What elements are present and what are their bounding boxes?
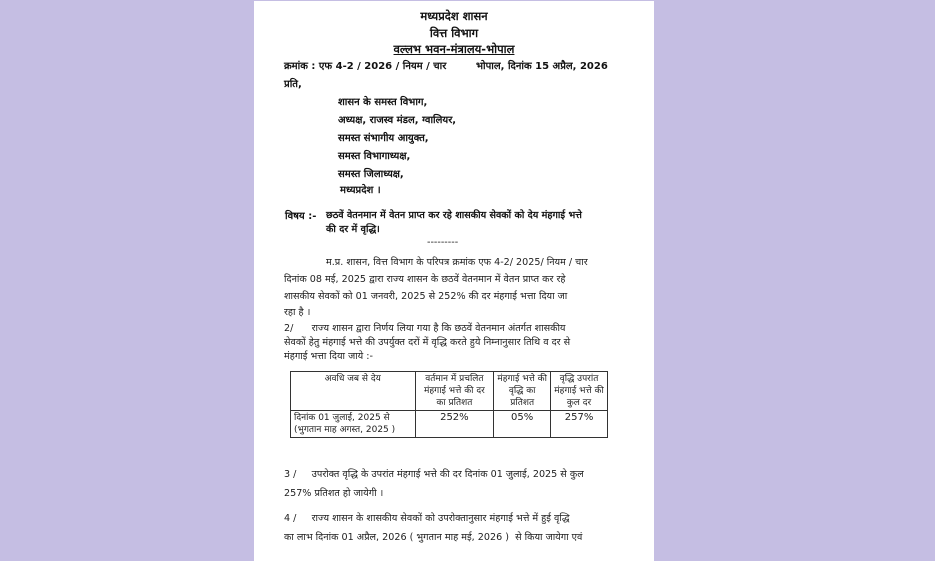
dearness-allowance-table — [290, 371, 608, 438]
document-page — [254, 1, 654, 561]
period-payment-month: (भुगतान माह अगस्त, 2025 ) — [294, 425, 396, 435]
paragraph-1-line: रहा है । — [284, 307, 311, 318]
paragraph-1-line: दिनांक 08 मई, 2025 द्वारा राज्य शासन के छठवें वेतनमान में वेतन प्राप्त कर रहे — [284, 274, 566, 285]
period-date: दिनांक 01 जुलाई, 2025 से — [294, 413, 390, 423]
place-date: भोपाल, दिनांक 15 अप्रैल, 2026 — [476, 61, 608, 72]
col-header-current-rate: वर्तमान में प्रचलित मंहगाई भत्ते की दर का प्रतिशत — [415, 372, 494, 411]
reference-number: क्रमांक : एफ 4-2 / 2026 / नियम / चार — [284, 61, 447, 72]
header-state: मध्यप्रदेश शासन — [420, 9, 488, 23]
recipient: अध्यक्ष, राजस्व मंडल, ग्वालियर, — [338, 115, 457, 126]
paragraph-1-line: म.प्र. शासन, वित्त विभाग के परिपत्र क्रमांक एफ 4-2/ 2025/ नियम / चार — [326, 257, 588, 268]
subject-label: विषय :- — [285, 211, 317, 222]
paragraph-1-line: शासकीय सेवकों को 01 जनवरी, 2025 से 252% की दर मंहगाई भत्ता दिया जा — [284, 291, 568, 302]
cell-total-rate: 257% — [551, 411, 608, 438]
paragraph-4-line: का लाभ दिनांक 01 अप्रैल, 2026 ( भुगतान माह मई, 2026 ) से किया जायेगा एवं — [284, 532, 583, 543]
col-header-increase: मंहगाई भत्ते की वृद्धि का प्रतिशत — [494, 372, 551, 411]
recipient: समस्त विभागाध्यक्ष, — [338, 151, 411, 162]
cell-increase: 05% — [494, 411, 551, 438]
separator: --------- — [427, 237, 459, 248]
header-department: वित्त विभाग — [429, 26, 479, 40]
paragraph-2-line: सेवकों हेतु मंहगाई भत्ते की उपर्युक्त दरों में वृद्धि करते हुये निम्नानुसार तिथि व दर से — [284, 337, 571, 348]
recipient: शासन के समस्त विभाग, — [338, 97, 428, 108]
subject-line: की दर में वृद्धि। — [326, 224, 380, 235]
header-address: वल्लभ भवन-मंत्रालय-भोपाल — [393, 42, 515, 56]
paragraph-4-line: 4 / राज्य शासन के शासकीय सेवकों को उपरोक्तानुसार मंहगाई भत्ते में हुई वृद्धि — [284, 513, 570, 524]
to-label: प्रति, — [284, 79, 302, 90]
col-header-period: अवधि जब से देय — [291, 372, 416, 411]
paragraph-3-line: 3 / उपरोक्त वृद्धि के उपरांत मंहगाई भत्ते की दर दिनांक 01 जुलाई, 2025 से कुल — [284, 469, 584, 480]
cell-current-rate: 252% — [415, 411, 494, 438]
col-header-total-rate: वृद्धि उपरांत मंहगाई भत्ते की कुल दर — [551, 372, 608, 411]
paragraph-2-line: मंहगाई भत्ता दिया जाये :- — [284, 351, 373, 362]
recipient: समस्त जिलाध्यक्ष, — [338, 169, 404, 180]
cell-period — [291, 411, 416, 438]
paragraph-3-line: 257% प्रतिशत हो जायेगी । — [284, 488, 384, 499]
table-header-row — [291, 372, 608, 411]
recipient: समस्त संभागीय आयुक्त, — [338, 133, 429, 144]
recipient: मध्यप्रदेश । — [340, 185, 381, 196]
subject-line: छठवें वेतनमान में वेतन प्राप्त कर रहे शासकीय सेवकों को देय मंहगाई भत्ते — [326, 210, 582, 221]
paragraph-2-line: 2/ राज्य शासन द्वारा निर्णय लिया गया है कि छठवें वेतनमान अंतर्गत शासकीय — [284, 323, 566, 334]
table-row — [291, 411, 608, 438]
